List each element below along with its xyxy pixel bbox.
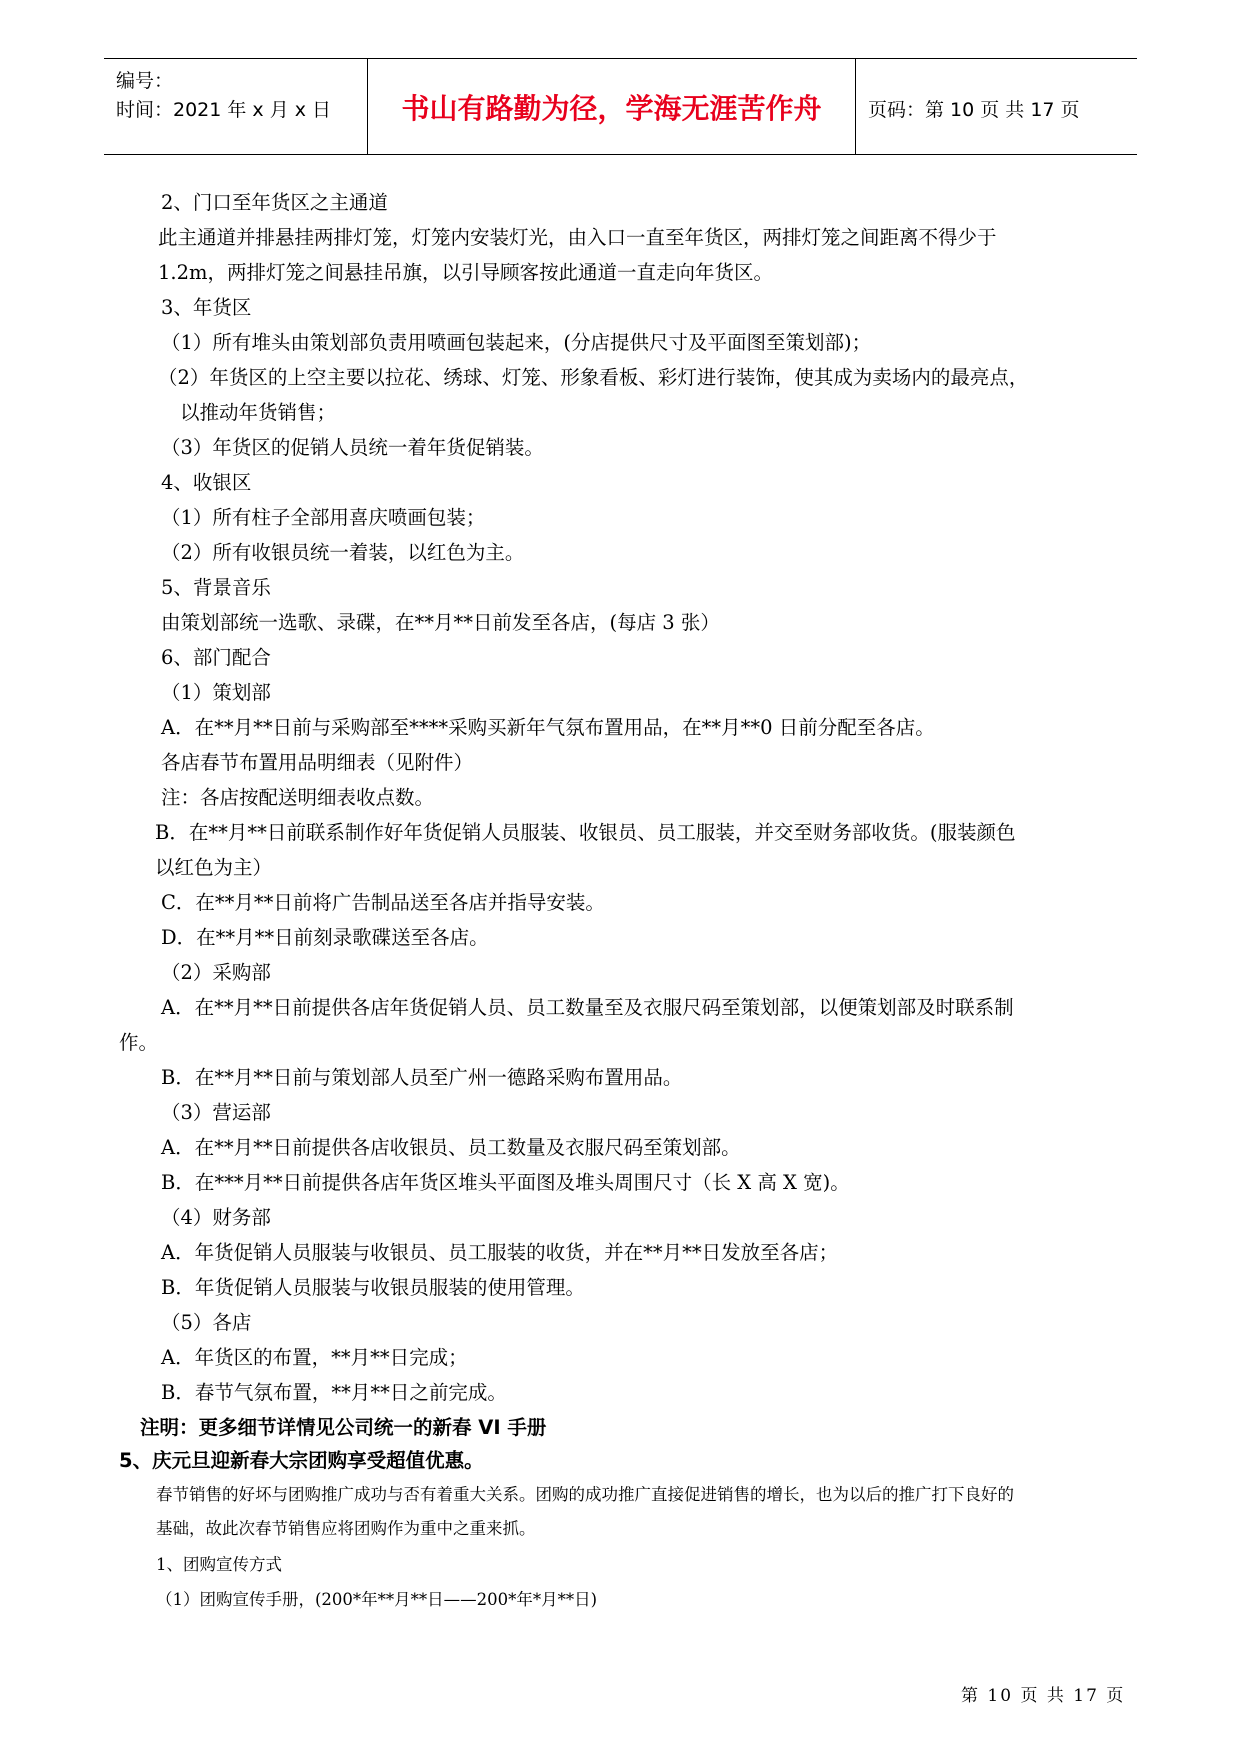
page-footer: 第 10 页 共 17 页 <box>961 1686 1126 1706</box>
list-item: A．年货促销人员服装与收银员、员工服装的收货，并在**月**日发放至各店； <box>161 1241 839 1264</box>
section-title: 5、庆元旦迎新春大宗团购享受超值优惠。 <box>119 1449 484 1472</box>
section-heading: 5、背景音乐 <box>161 576 271 599</box>
paragraph-line: 基础，故此次春节销售应将团购作为重中之重来抓。 <box>156 1519 536 1538</box>
list-item: （1）所有堆头由策划部负责用喷画包装起来，(分店提供尺寸及平面图至策划部)； <box>161 331 872 354</box>
paragraph-line: 由策划部统一选歌、录碟，在**月**日前发至各店，(每店 3 张） <box>161 611 720 634</box>
list-item-continuation: 以推动年货销售； <box>180 401 337 424</box>
list-item: （3）年货区的促销人员统一着年货促销装。 <box>161 436 544 459</box>
document-date: 时间：2021 年 x 月 x 日 <box>116 99 332 121</box>
section-heading: 3、年货区 <box>161 296 252 319</box>
paragraph-line: 此主通道并排悬挂两排灯笼，灯笼内安装灯光，由入口一直至年货区，两排灯笼之间距离不得少于 <box>158 226 997 249</box>
list-item: （1）所有柱子全部用喜庆喷画包装； <box>161 506 486 529</box>
list-item: D．在**月**日前刻录歌碟送至各店。 <box>161 926 489 949</box>
header-motto: 书山有路勤为径，学海无涯苦作舟 <box>401 92 822 125</box>
list-item: A．在**月**日前提供各店年货促销人员、员工数量至及衣服尺码至策划部，以便策划部及时联系制 <box>161 996 1014 1019</box>
list-item-continuation: 以红色为主） <box>155 856 273 879</box>
paragraph-line: 各店春节布置用品明细表（见附件） <box>161 751 474 774</box>
list-item: C．在**月**日前将广告制品送至各店并指导安装。 <box>161 891 605 914</box>
paragraph-line: 春节销售的好坏与团购推广成功与否有着重大关系。团购的成功推广直接促进销售的增长，也为以后的推广打下良好的 <box>156 1485 1014 1504</box>
list-item: （2）所有收银员统一着装，以红色为主。 <box>161 541 525 564</box>
list-item: B．在**月**日前与策划部人员至广州一德路采购布置用品。 <box>161 1066 683 1089</box>
subsection-heading: （1）策划部 <box>161 681 271 704</box>
list-item: B．在**月**日前联系制作好年货促销人员服装、收银员、员工服装，并交至财务部收货。(服装颜色 <box>155 821 1016 844</box>
list-item: A．年货区的布置，**月**日完成； <box>161 1346 468 1369</box>
note-line: 注：各店按配送明细表收点数。 <box>161 786 435 809</box>
section-heading: 4、收银区 <box>161 471 252 494</box>
subsection-heading: （5）各店 <box>161 1311 252 1334</box>
subsection-heading: （4）财务部 <box>161 1206 271 1229</box>
document-number-label: 编号： <box>116 70 174 92</box>
section-heading: 6、部门配合 <box>161 646 271 669</box>
list-item: A．在**月**日前提供各店收银员、员工数量及衣服尺码至策划部。 <box>161 1136 741 1159</box>
list-item: B．年货促销人员服装与收银员服装的使用管理。 <box>161 1276 585 1299</box>
list-item-continuation: 作。 <box>119 1031 159 1054</box>
subsection-heading: （2）采购部 <box>161 961 271 984</box>
list-item: B．春节气氛布置，**月**日之前完成。 <box>161 1381 507 1404</box>
bold-note: 注明：更多细节详情见公司统一的新春 VI 手册 <box>140 1416 547 1439</box>
list-item: A．在**月**日前与采购部至****采购买新年气氛布置用品，在**月**0 日前分配至各店。 <box>161 716 935 739</box>
list-item: B．在***月**日前提供各店年货区堆头平面图及堆头周围尺寸（长 X 高 X 宽)。 <box>161 1171 850 1194</box>
section-heading: 2、门口至年货区之主通道 <box>161 191 388 214</box>
section-heading: 1、团购宣传方式 <box>156 1555 282 1574</box>
list-item: （1）团购宣传手册，(200*年**月**日——200*年*月**日) <box>156 1590 598 1609</box>
list-item: （2）年货区的上空主要以拉花、绣球、灯笼、形象看板、彩灯进行装饰，使其成为卖场内的最亮点， <box>158 366 1029 389</box>
header-page-code: 页码：第 10 页 共 17 页 <box>868 99 1080 121</box>
subsection-heading: （3）营运部 <box>161 1101 271 1124</box>
paragraph-line: 1.2m，两排灯笼之间悬挂吊旗，以引导顾客按此通道一直走向年货区。 <box>158 261 774 284</box>
